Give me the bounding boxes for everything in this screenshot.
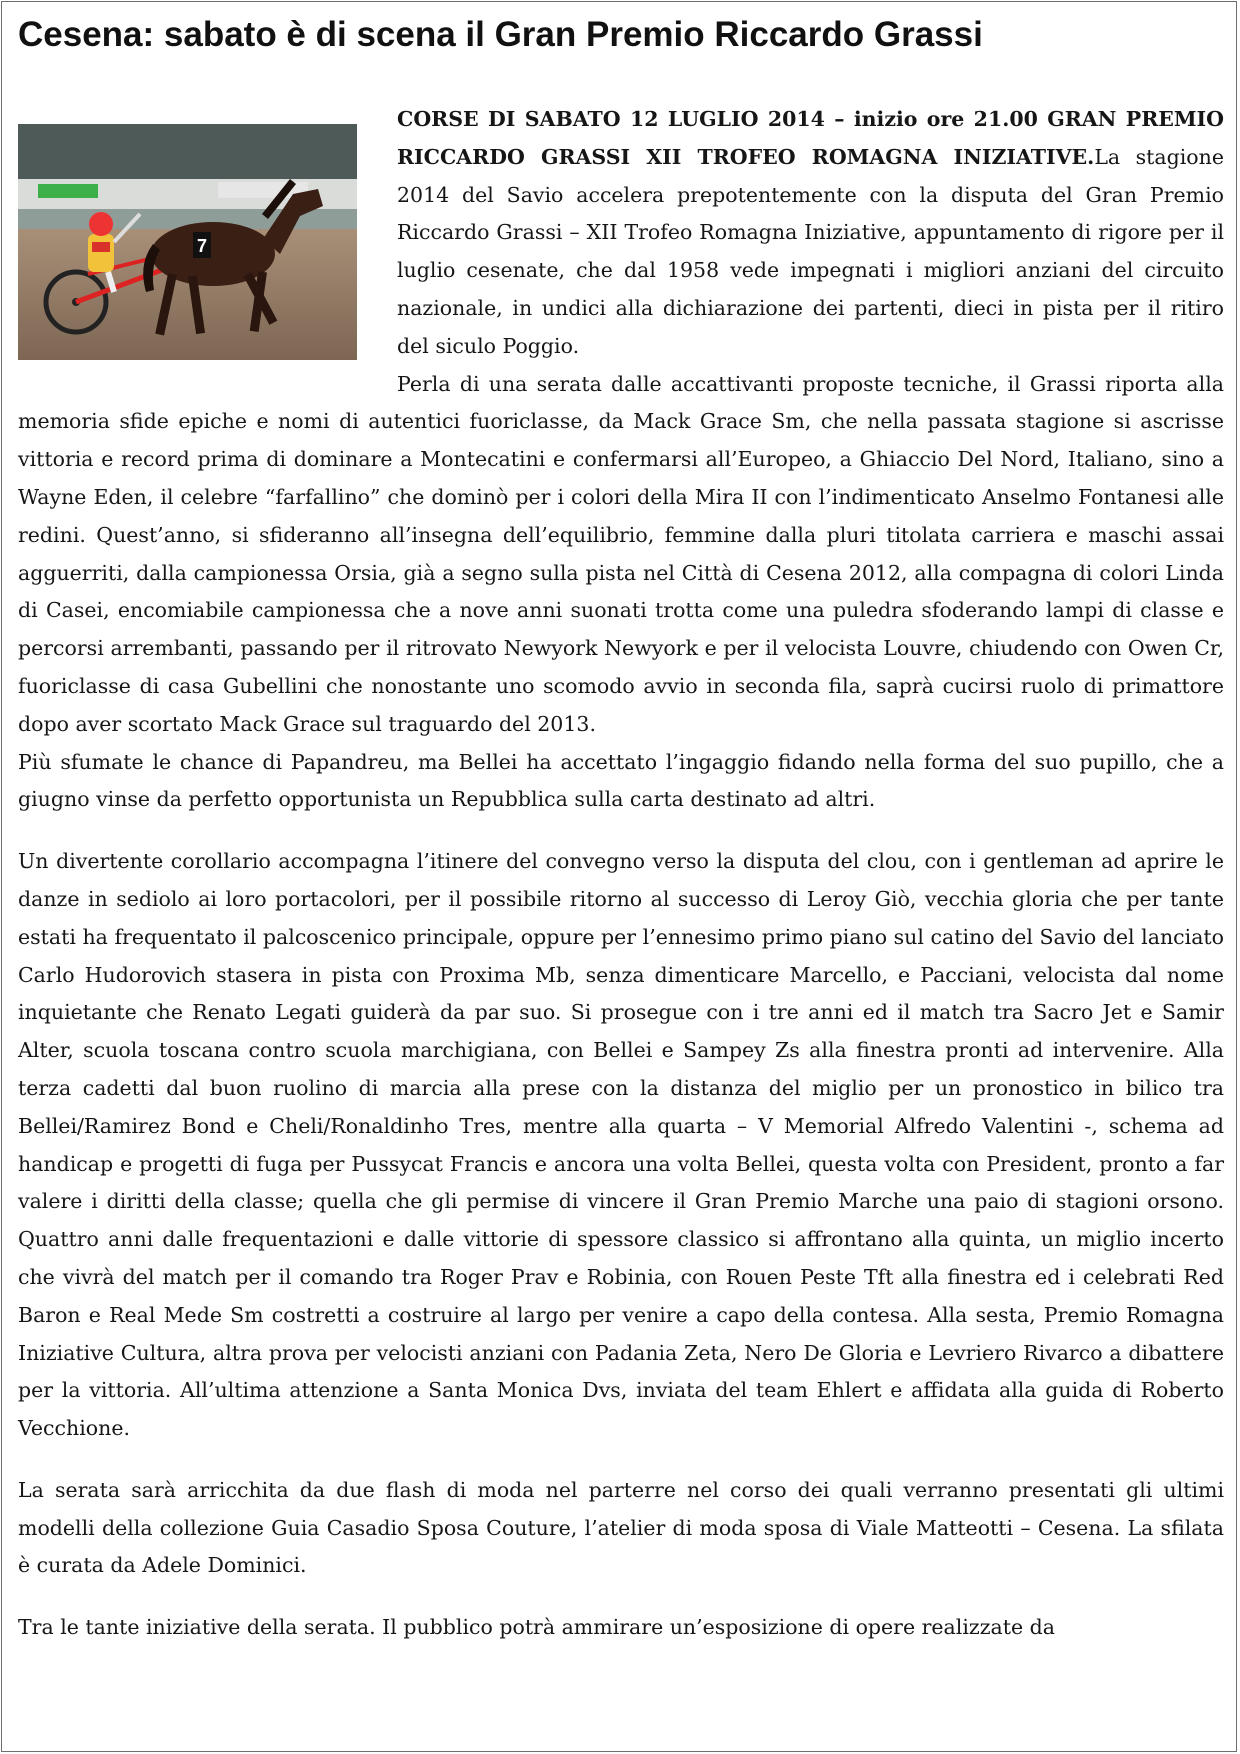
paragraph-4: Un divertente corollario accompagna l’itinere del convegno verso la disputa del clou, con i gentleman ad aprire le danze in sediolo ai loro portacolori, per il possibile ritorno al successo di Leroy Giò, vecchia gloria che per tante estati ha frequentato il palcoscenico principale, oppure per l’ennesimo primo piano sul catino del Savio del lanciato Carlo Hudorovich stasera in pista con Proxima Mb, senza dimenticare Marcello, e Pacciani, velocista dal nome inquietante che Renato Legati guiderà da par suo. Si prosegue con i tre anni ed il match tra Sacro Jet e Samir Alter, scuola toscana contro scuola marchigiana, con Bellei e Sampey Zs alla finestra pronti ad intervenire. Alla terza cadetti dal buon ruolino di marcia alla prese con la distanza del miglio per un pronostico in bilico tra Bellei/Ramirez Bond e Cheli/Ronaldinho Tres, mentre alla quarta – V Memorial Alfredo Valentini -, schema ad handicap e progetti di fuga per Pussycat Francis e ancora una volta Bellei, questa volta con President, pronto a far valere i diritti della classe; quella che gli permise di vincere il Gran Premio Marche una paio di stagioni orsono. Quattro anni dalle frequentazioni e dalle vittorie di spessore classico si affrontano alla quinta, un miglio incerto che vivrà del match per il comando tra Roger Prav e Robinia, con Rouen Peste Tft alla finestra ed i celebrati Red Baron e Real Mede Sm costretti a costruire al largo per venire a capo della contesa. Alla sesta, Premio Romagna Iniziative Cultura, altra prova per velocisti anziani con Padania Zeta, Nero De Gloria e Levriero Rivarco a dibattere per la vittoria. All’ultima attenzione a Santa Monica Dvs, inviata del team Ehlert e affidata alla guida di Roberto Vecchione. <box>18 849 1224 1441</box>
article-body <box>18 101 1224 1647</box>
lead-text: CORSE DI SABATO 12 LUGLIO 2014 – inizio ore 21.00 GRAN PREMIO RICCARDO GRASSI XII TROFEO ROMAGNA INIZIATIVE. <box>397 107 1224 169</box>
article-page <box>1 1 1237 1752</box>
paragraph-5: La serata sarà arricchita da due flash di moda nel parterre nel corso dei quali verranno presentati gli ultimi modelli della collezione Guia Casadio Sposa Couture, l’atelier di moda sposa di Viale Matteotti – Cesena. La sfilata è curata da Adele Dominici. <box>18 1477 1224 1578</box>
svg-text:7: 7 <box>197 236 208 256</box>
lead-paragraph <box>397 101 1224 366</box>
paragraph-6: Tra le tante iniziative della serata. Il pubblico potrà ammirare un’esposizione di opere realizzate da <box>18 1615 1055 1640</box>
paragraph-3: Più sfumate le chance di Papandreu, ma Bellei ha accettato l’ingaggio fidando nella forma del suo pupillo, che a giugno vinse da perfetto opportunista un Repubblica sulla carta destinato ad altri. <box>18 749 1224 812</box>
article-title: Cesena: sabato è di scena il Gran Premio Riccardo Grassi <box>18 15 983 54</box>
paragraph-2: Perla di una serata dalle accattivanti proposte tecniche, il Grassi riporta alla memoria sfide epiche e nomi di autentici fuoriclasse, da Mack Grace Sm, che nella passata stagione si ascrisse vittoria e record prima di dominare a Montecatini e confermarsi all’Europeo, a Ghiaccio Del Nord, Italiano, sino a Wayne Eden, il celebre “farfallino” che dominò per i colori della Mira II con l’indimenticato Anselmo Fontanesi alle redini. Quest’anno, si sfideranno all’insegna dell’equilibrio, femmine dalla pluri titolata carriera e maschi assai agguerriti, dalla campionessa Orsia, già a segno sulla pista nel Città di Cesena 2012, alla compagna di colori Linda di Casei, encomiabile campionessa che a nove anni suonati trotta come una puledra sfoderando lampi di classe e percorsi arrembanti, passando per il ritrovato Newyork Newyork e per il velocista Louvre, chiudendo con Owen Cr, fuoriclasse di casa Gubellini che nonostante uno scomodo avvio in seconda fila, saprà cucirsi ruolo di primattore dopo aver scortato Mack Grace sul traguardo del 2013. <box>18 371 1224 736</box>
paragraph-1: La stagione 2014 del Savio accelera prepotentemente con la disputa del Gran Premio Riccardo Grassi – XII Trofeo Romagna Iniziative, appuntamento di rigore per il luglio cesenate, che dal 1958 vede impegnati i migliori anziani del circuito nazionale, in undici alla dichiarazione dei partenti, dieci in pista per il ritiro del siculo Poggio. <box>397 144 1224 358</box>
